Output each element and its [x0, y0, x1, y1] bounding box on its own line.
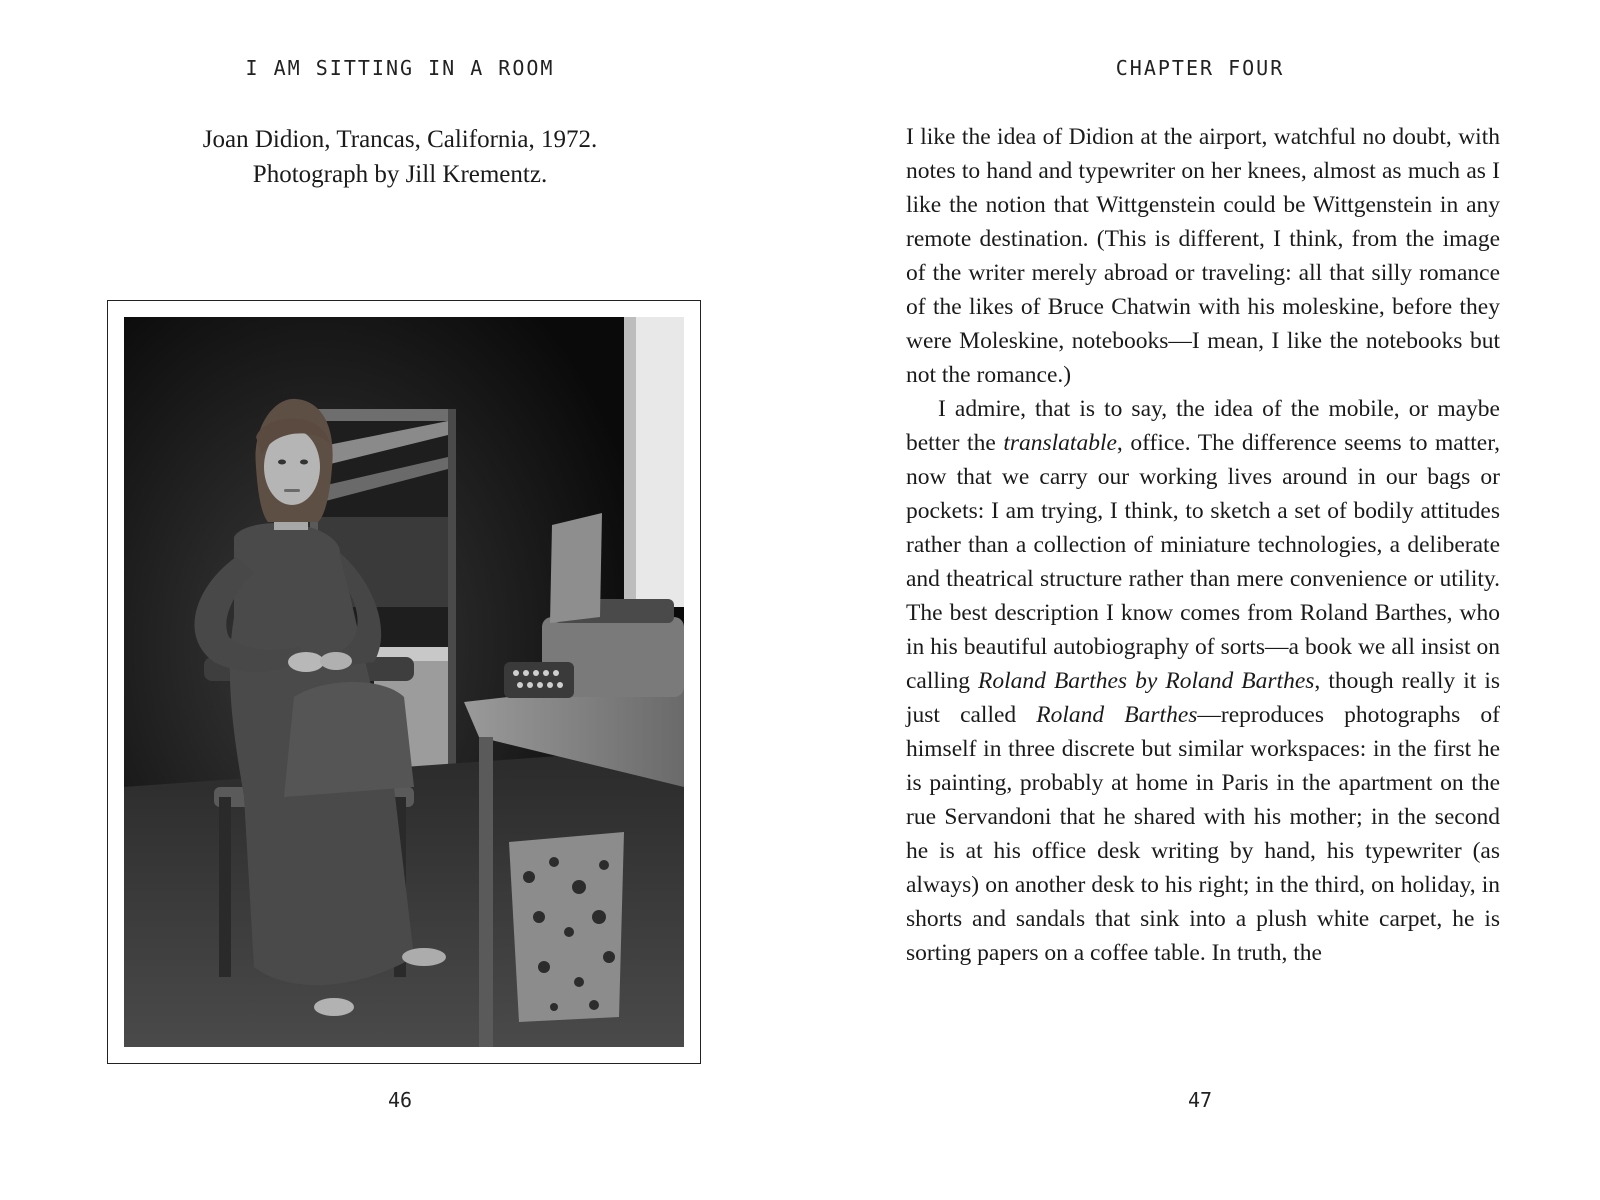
page-number-right: 47	[1187, 1088, 1213, 1112]
paragraph-2-part-1: I admire, that is to say, the idea of the mobile, or maybe better the	[906, 396, 1500, 456]
running-head-right: CHAPTER FOUR	[1115, 56, 1285, 80]
paragraph-2-part-4: —reproduces photographs of himself in three discrete but similar workspaces: in the first he is painting, probably at home in Paris in the apartment on the rue Servandoni that he shared with his mother; in the second he is at his office desk writing by hand, his typewriter (as always) on another desk to his right; in the third, on holiday, in shorts and sandals that sink into a plush white carpet, he is sorting papers on a coffee table. In truth, the	[906, 702, 1500, 966]
paragraph-2-part-2: , office. The difference seems to matter, now that we carry our working lives around in our bags or pockets: I am trying, I think, to sketch a set of bodily attitudes rather than a collection of miniature technologies, a deliberate and theatrical structure rather than mere convenience or utility. The best description I know comes from Roland Barthes, who in his beautiful autobiography of sorts—a book we all insist on calling	[906, 430, 1500, 694]
caption-line-1: Joan Didion, Trancas, California, 1972.	[202, 126, 598, 153]
paragraph-2-part-3: , though really it is just called	[906, 668, 1500, 728]
page-number-left: 46	[387, 1088, 413, 1112]
photograph	[124, 317, 684, 1047]
caption-line-2: Photograph by Jill Krementz.	[252, 161, 548, 188]
italic-translatable: translatable	[1003, 430, 1117, 456]
paragraph-2	[906, 392, 1500, 970]
right-page	[800, 0, 1600, 1200]
photo-caption	[100, 122, 700, 192]
body-text	[906, 120, 1500, 970]
italic-book-title-short: Roland Barthes	[1036, 702, 1198, 728]
italic-book-title-full: Roland Barthes by Roland Barthes	[978, 668, 1315, 694]
running-head-left: I AM SITTING IN A ROOM	[245, 56, 555, 80]
paragraph-1: I like the idea of Didion at the airport, watchful no doubt, with notes to hand and typewriter on her knees, almost as much as I like the notion that Wittgenstein could be Wittgenstein in any remote destination. (This is different, I think, from the image of the writer merely abroad or traveling: all that silly romance of the likes of Bruce Chatwin with his moleskine, before they were Moleskine, notebooks—I mean, I like the notebooks but not the romance.)	[906, 124, 1500, 388]
photo-frame	[107, 300, 701, 1064]
